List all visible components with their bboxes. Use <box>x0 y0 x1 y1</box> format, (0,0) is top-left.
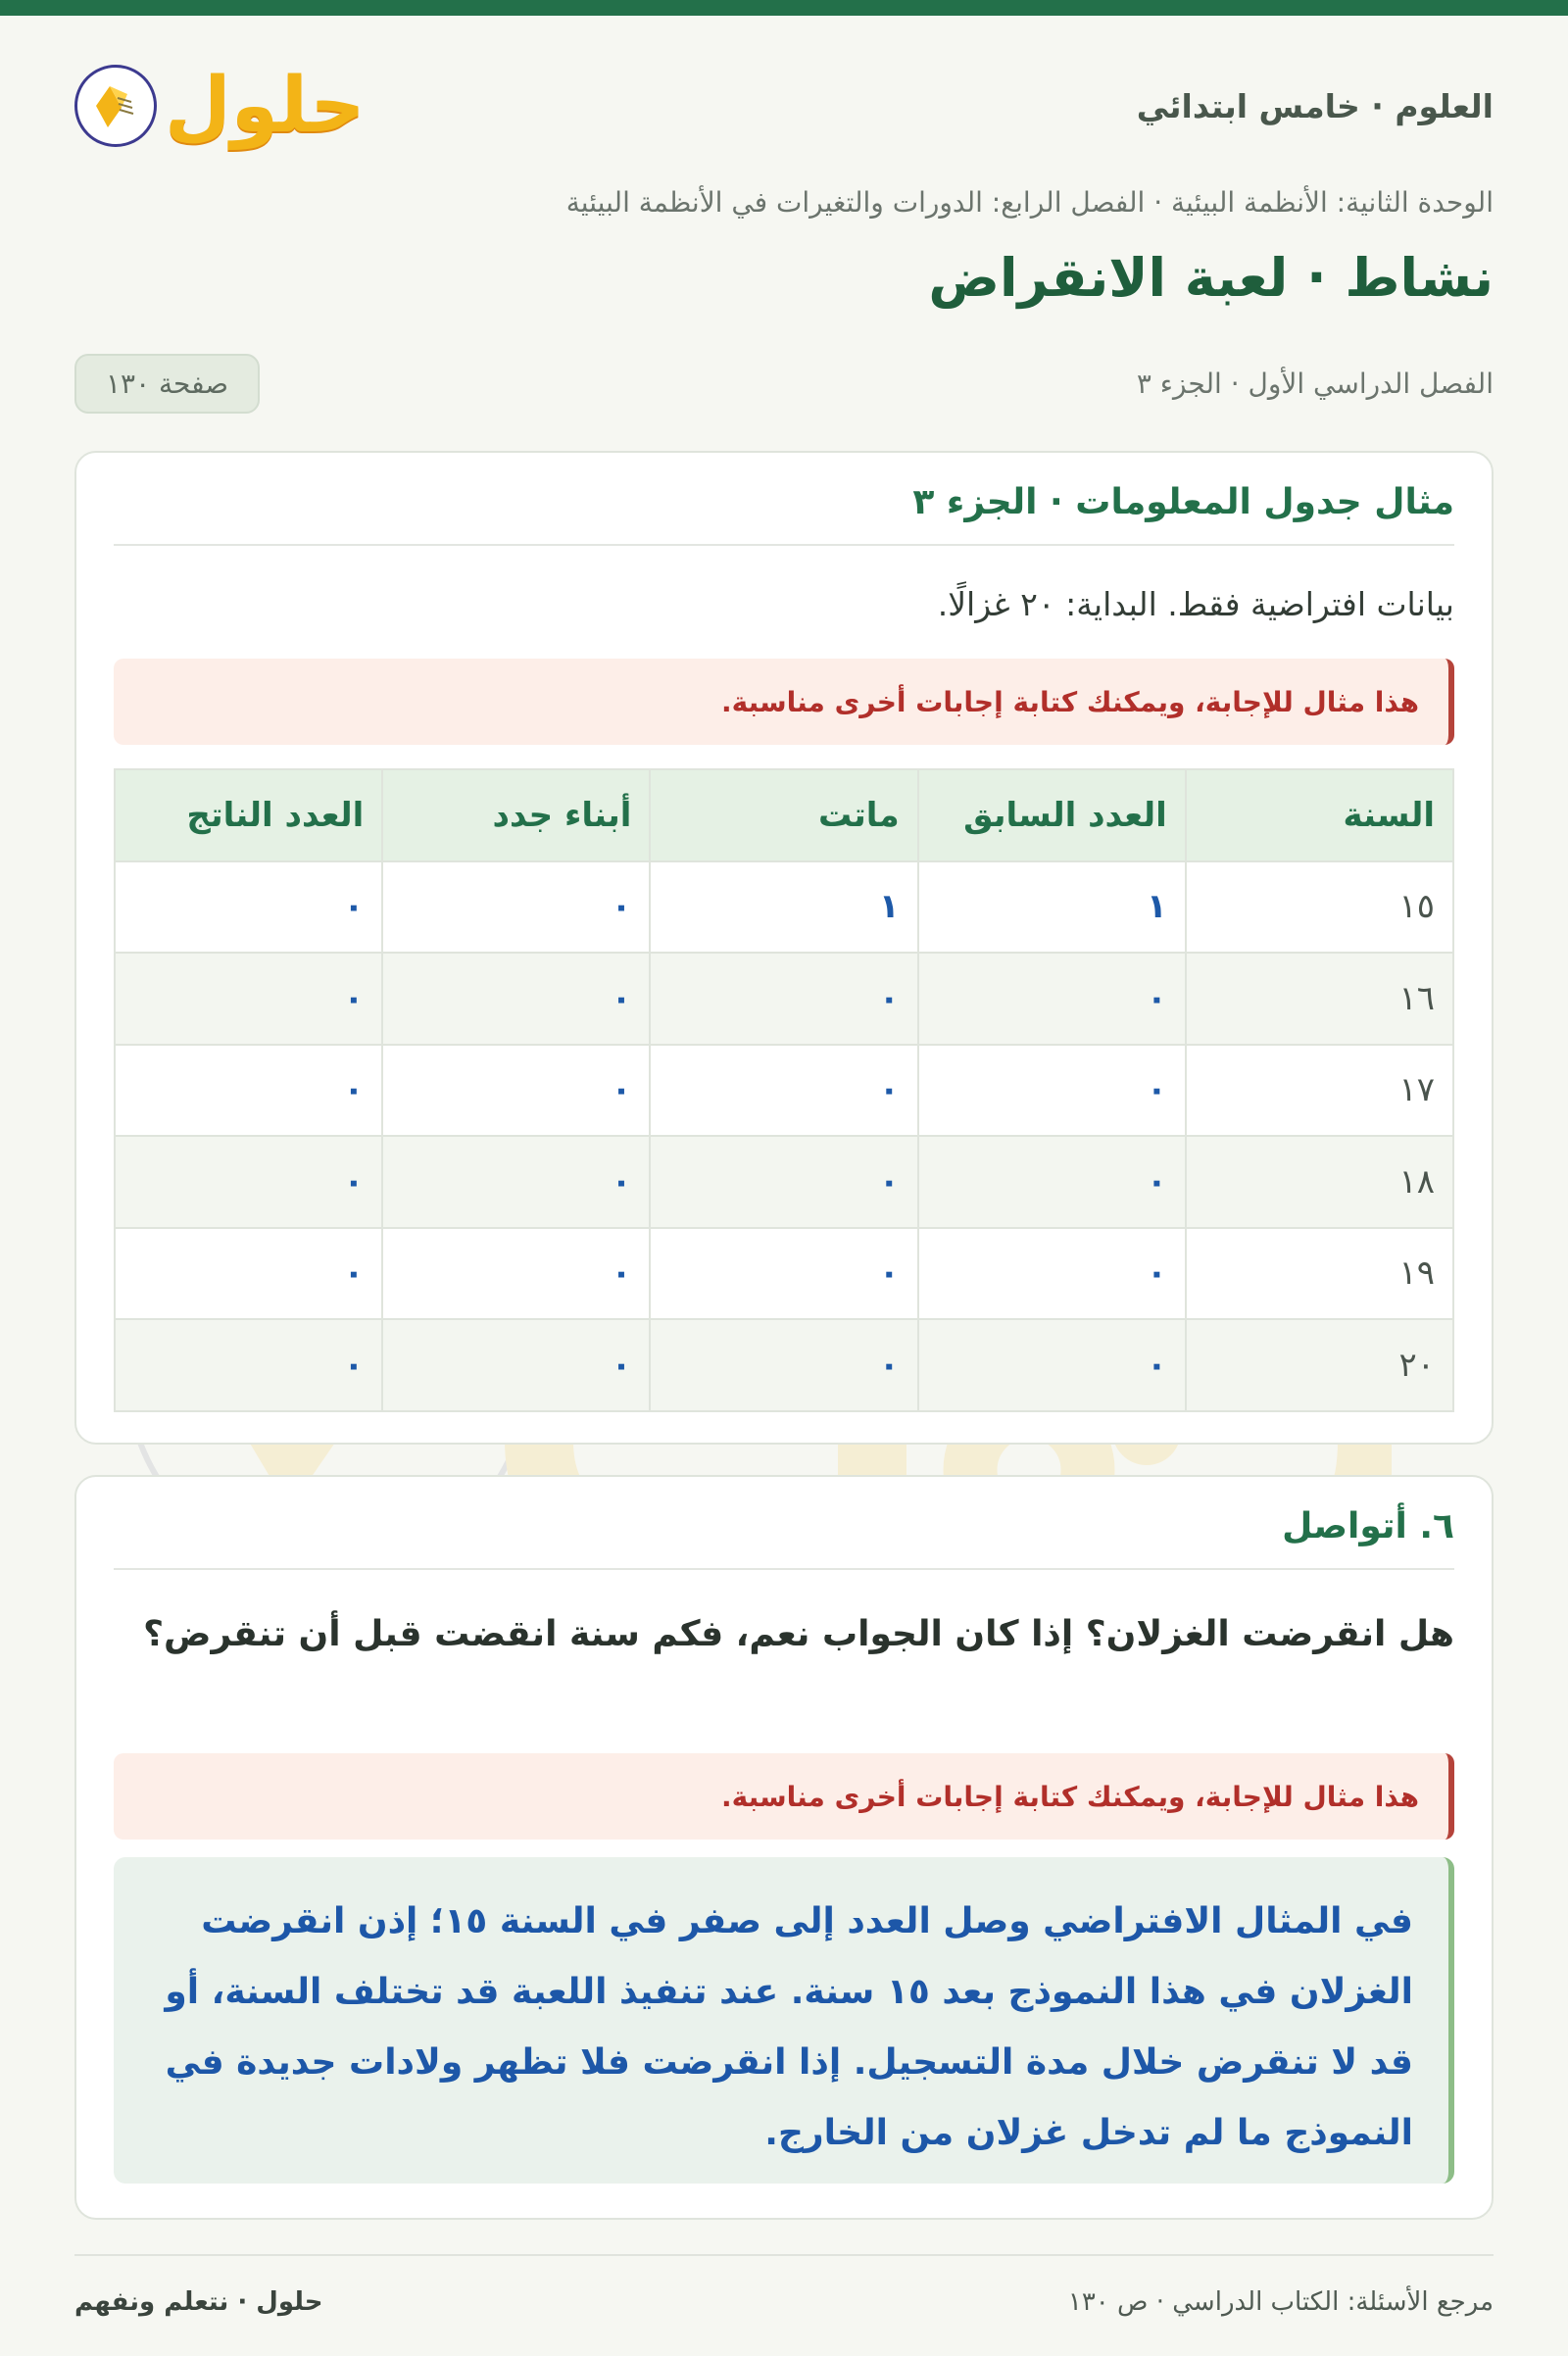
year-cell: ١٩ <box>1186 1228 1453 1320</box>
table-cell: ٠ <box>918 1045 1186 1137</box>
table-cell: ٠ <box>382 1045 650 1137</box>
table-cell: ٠ <box>382 1228 650 1320</box>
table-cell: ٠ <box>382 953 650 1045</box>
footer-reference: مرجع الأسئلة: الكتاب الدراسي · ص ١٣٠ <box>1067 2287 1494 2317</box>
meta-row <box>74 351 1494 416</box>
table-cell: ٠ <box>650 953 917 1045</box>
table-cell: ٠ <box>650 1228 917 1320</box>
card-heading: مثال جدول المعلومات · الجزء ٣ <box>114 482 1454 546</box>
answer-box: في المثال الافتراضي وصل العدد إلى صفر في السنة ١٥؛ إذن انقرضت الغزلان في هذا النموذج بعد ١٥ سنة. عند تنفيذ اللعبة قد تختلف السنة، أو قد لا تنقرض خلال مدة التسجيل. إذا انقرضت فلا تظهر ولادات جديدة في النموذج ما لم تدخل غزلان من الخارج. <box>114 1857 1454 2184</box>
semester-label: الفصل الدراسي الأول · الجزء ٣ <box>1136 367 1494 400</box>
table-cell: ٠ <box>115 953 382 1045</box>
year-cell: ١٦ <box>1186 953 1453 1045</box>
table-cell: ٠ <box>115 1228 382 1320</box>
footer-brand: حلول · نتعلم ونفهم <box>74 2287 323 2317</box>
communicate-card <box>74 1475 1494 2220</box>
intro-text: بيانات افتراضية فقط. البداية: ٢٠ غزالًا. <box>937 585 1454 623</box>
card-heading: ٦. أتواصل <box>114 1506 1454 1570</box>
table-cell: ٠ <box>650 1045 917 1137</box>
table-cell: ٠ <box>918 1136 1186 1228</box>
column-header: العدد السابق <box>918 769 1186 861</box>
year-cell: ٢٠ <box>1186 1319 1453 1411</box>
table-row <box>115 1045 1453 1137</box>
column-header: ماتت <box>650 769 917 861</box>
book-icon <box>74 65 157 147</box>
page-title: نشاط · لعبة الانقراض <box>928 247 1494 309</box>
table-cell: ٠ <box>382 861 650 954</box>
table-cell: ١ <box>650 861 917 954</box>
column-header: السنة <box>1186 769 1453 861</box>
column-header: أبناء جدد <box>382 769 650 861</box>
example-note: هذا مثال للإجابة، ويمكنك كتابة إجابات أخرى مناسبة. <box>114 1753 1454 1840</box>
logo-wordmark: حلول <box>165 62 366 150</box>
table-row <box>115 861 1453 954</box>
page-footer <box>74 2254 1494 2348</box>
table-row <box>115 1319 1453 1411</box>
table-cell: ٠ <box>115 1136 382 1228</box>
page-header <box>74 47 1494 165</box>
table-cell: ٠ <box>918 1319 1186 1411</box>
table-cell: ٠ <box>918 1228 1186 1320</box>
page-number-badge: صفحة ١٣٠ <box>74 354 260 414</box>
example-note: هذا مثال للإجابة، ويمكنك كتابة إجابات أخرى مناسبة. <box>114 659 1454 745</box>
top-accent-bar <box>0 0 1568 16</box>
table-cell: ٠ <box>115 1045 382 1137</box>
question-text: هل انقرضت الغزلان؟ إذا كان الجواب نعم، فكم سنة انقضت قبل أن تنقرض؟ <box>143 1614 1454 1654</box>
table-row <box>115 1136 1453 1228</box>
year-cell: ١٨ <box>1186 1136 1453 1228</box>
subject-label: العلوم · خامس ابتدائي <box>1136 86 1494 125</box>
table-header-row <box>115 769 1453 861</box>
table-cell: ١ <box>918 861 1186 954</box>
breadcrumb: الوحدة الثانية: الأنظمة البيئية · الفصل الرابع: الدورات والتغيرات في الأنظمة البيئية <box>565 186 1494 219</box>
info-table-card <box>74 451 1494 1445</box>
year-cell: ١٥ <box>1186 861 1453 954</box>
table-cell: ٠ <box>918 953 1186 1045</box>
column-header: العدد الناتج <box>115 769 382 861</box>
brand-logo[interactable] <box>74 62 366 150</box>
year-cell: ١٧ <box>1186 1045 1453 1137</box>
table-cell: ٠ <box>650 1319 917 1411</box>
table-cell: ٠ <box>650 1136 917 1228</box>
table-cell: ٠ <box>115 861 382 954</box>
info-table <box>114 768 1454 1412</box>
table-cell: ٠ <box>382 1319 650 1411</box>
table-row <box>115 1228 1453 1320</box>
table-cell: ٠ <box>115 1319 382 1411</box>
table-cell: ٠ <box>382 1136 650 1228</box>
table-row <box>115 953 1453 1045</box>
